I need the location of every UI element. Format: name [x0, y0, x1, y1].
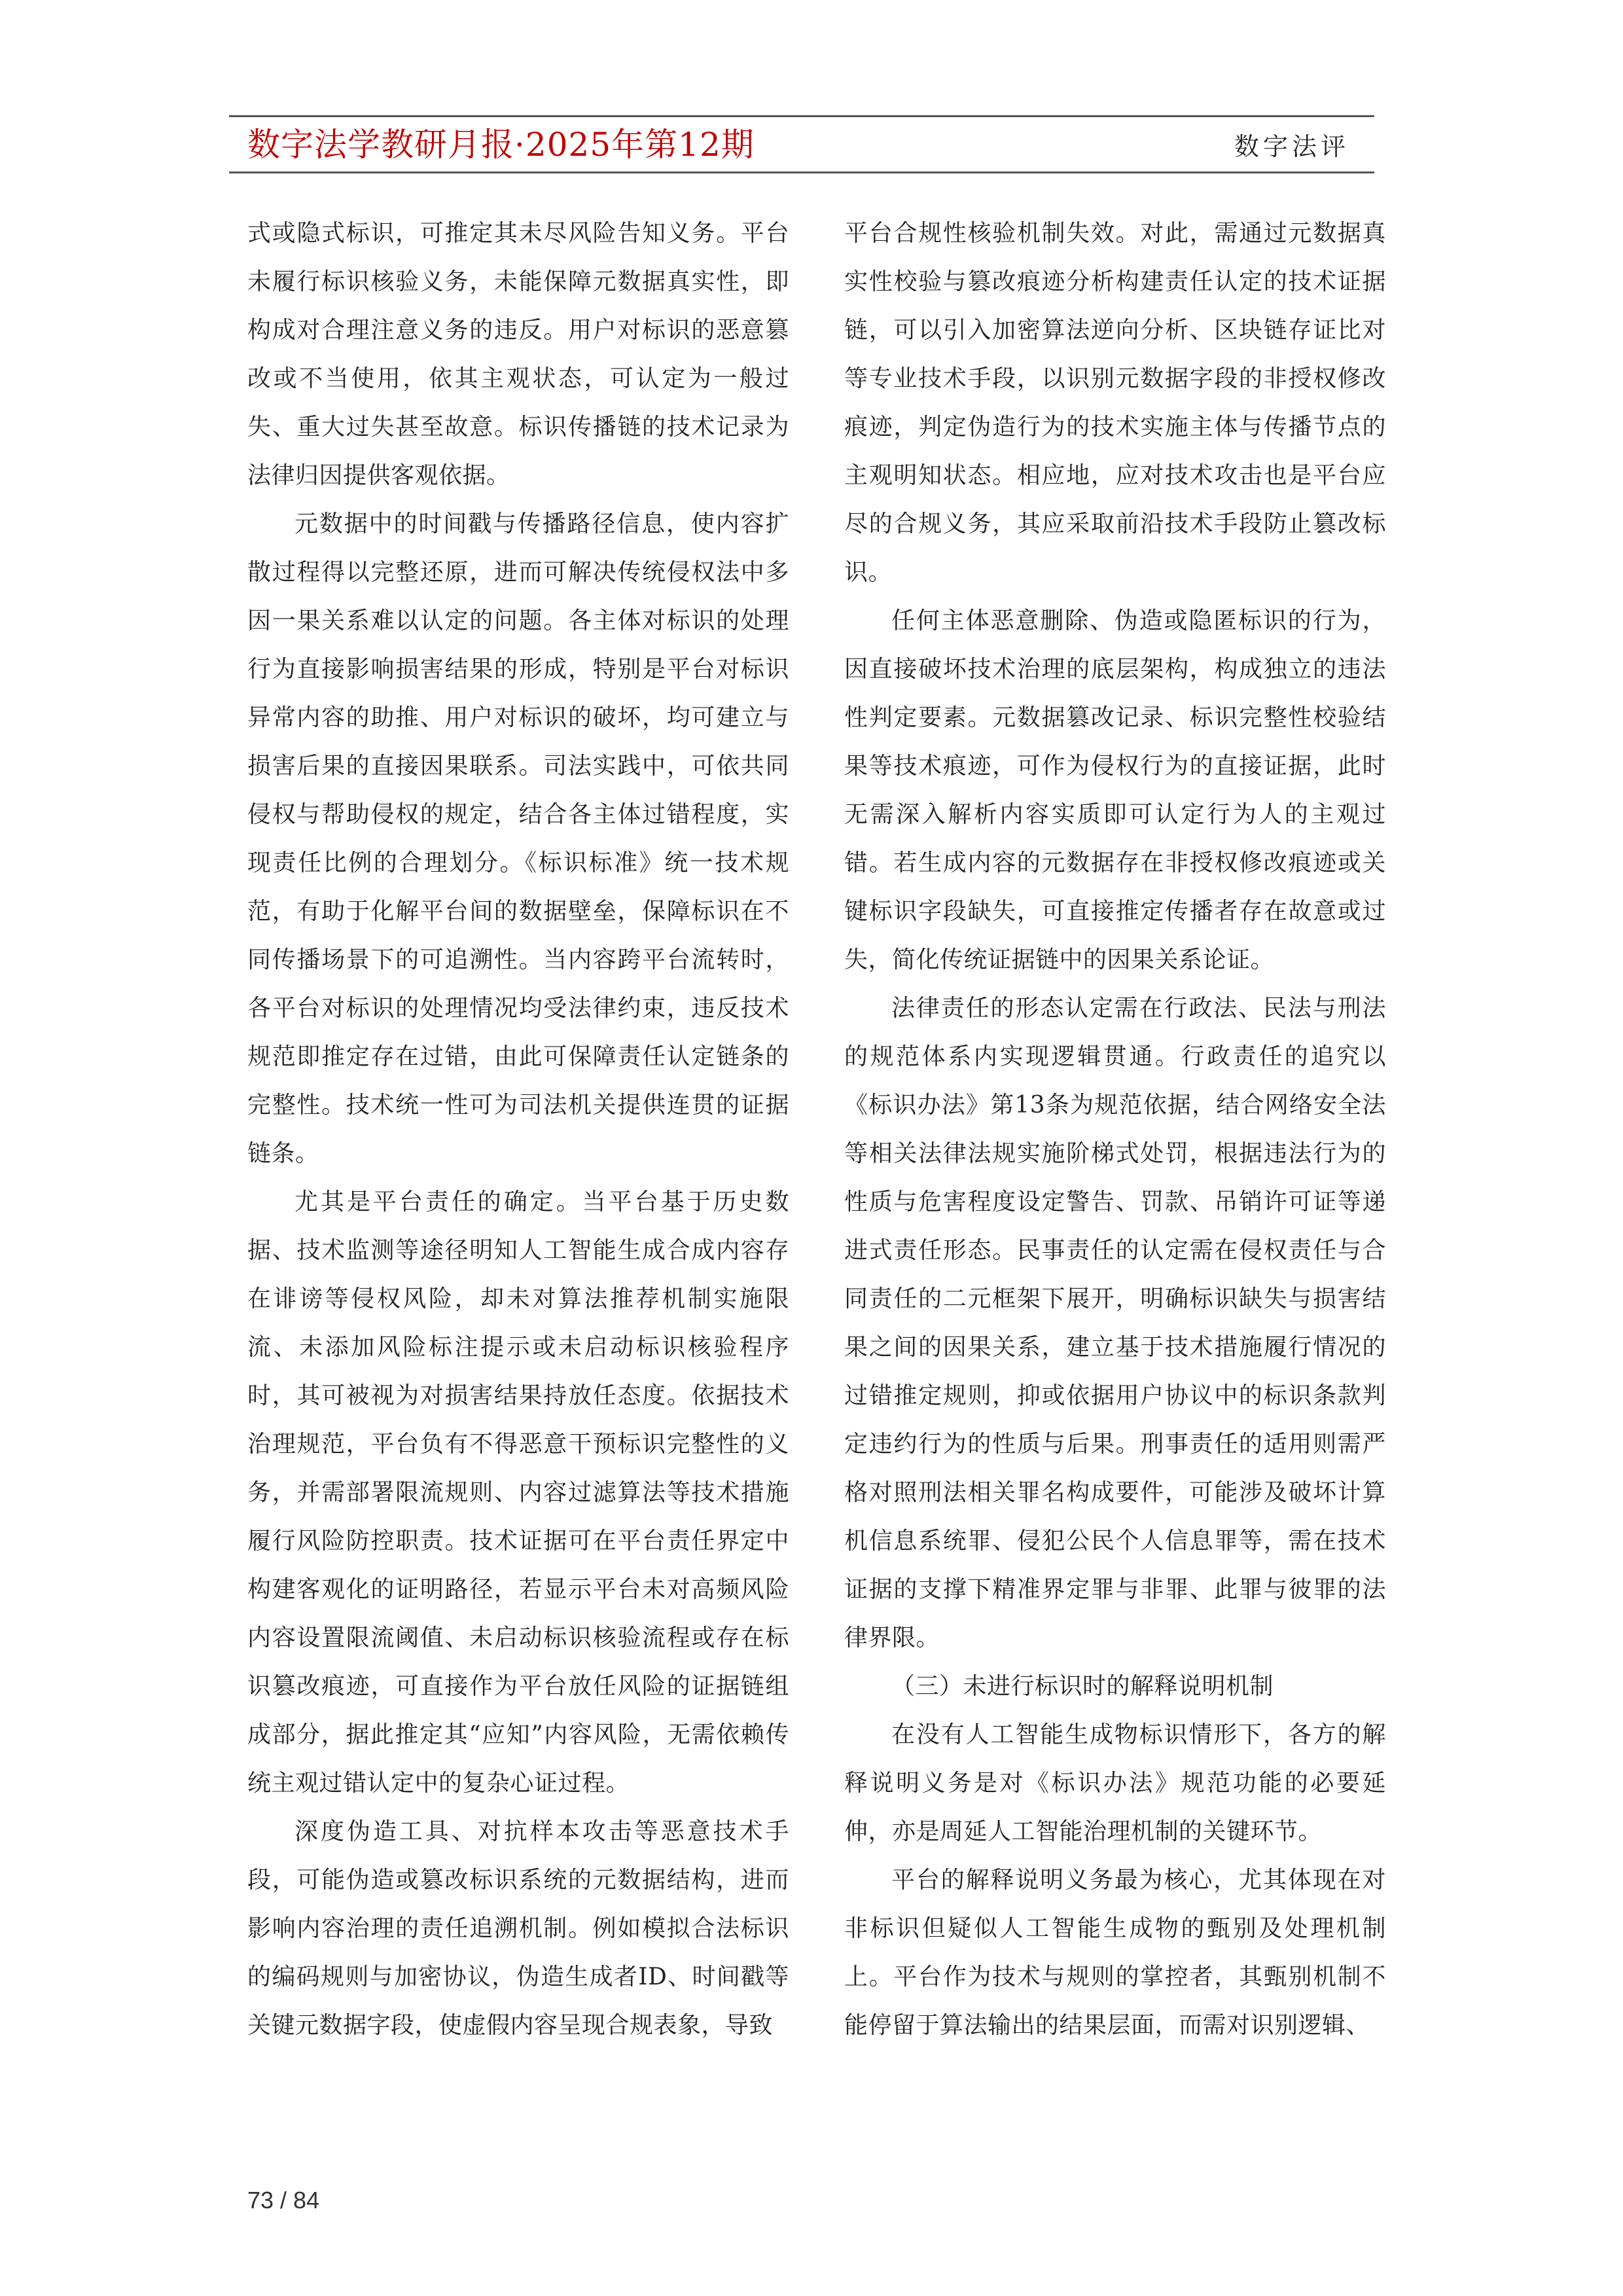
paragraph: 元数据中的时间戳与传播路径信息，使内容扩散过程得以完整还原，进而可解决传统侵权法中多因一果关系难以认定的问题。各主体对标识的处理行为直接影响损害结果的形成，特别是平台对标识异常内容的助推、用户对标识的破坏，均可建立与损害后果的直接因果联系。司法实践中，可依共同侵权与帮助侵权的规定，结合各主体过错程度，实现责任比例的合理划分。《标识标准》统一技术规范，有助于化解平台间的数据壁垒，保障标识在不同传播场景下的可追溯性。当内容跨平台流转时，各平台对标识的处理情况均受法律约束，违反技术规范即推定存在过错，由此可保障责任认定链条的完整性。技术统一性可为司法机关提供连贯的证据链条。: [247, 511, 789, 1167]
paragraph: 法律责任的形态认定需在行政法、民法与刑法的规范体系内实现逻辑贯通。行政责任的追究以《标识办法》第13条为规范依据，结合网络安全法等相关法律法规实施阶梯式处罚，根据违法行为的性质与危害程度设定警告、罚款、吊销许可证等递进式责任形态。民事责任的认定需在侵权责任与合同责任的二元框架下展开，明确标识缺失与损害结果之间的因果关系，建立基于技术措施履行情况的过错推定规则，抑或依据用户协议中的标识条款判定违约行为的性质与后果。刑事责任的适用则需严格对照刑法相关罪名构成要件，可能涉及破坏计算机信息系统罪、侵犯公民个人信息罪等，需在技术证据的支撑下精准界定罪与非罪、此罪与彼罪的法律界限。: [844, 995, 1386, 1651]
journal-title: 数字法学教研月报·2025年第12期: [247, 126, 755, 164]
paragraph: 尤其是平台责任的确定。当平台基于历史数据、技术监测等途径明知人工智能生成合成内容存在诽谤等侵权风险，却未对算法推荐机制实施限流、未添加风险标注提示或未启动标识核验程序时，其可被视为对损害结果持放任态度。依据技术治理规范，平台负有不得恶意干预标识完整性的义务，并需部署限流规则、内容过滤算法等技术措施履行风险防控职责。技术证据可在平台责任界定中构建客观化的证明路径，若显示平台未对高频风险内容设置限流阈值、未启动标识核验流程或存在标识篡改痕迹，可直接作为平台放任风险的证据链组成部分，据此推定其“应知”内容风险，无需依赖传统主观过错认定中的复杂心证过程。: [247, 1189, 789, 1797]
page-number: 73 / 84: [247, 2187, 320, 2214]
paragraph: 深度伪造工具、对抗样本攻击等恶意技术手段，可能伪造或篡改标识系统的元数据结构，进而影响内容治理的责任追溯机制。例如模拟合法标识的编码规则与加密协议，伪造生成者ID、时间戳等关键元数据字段，使虚假内容呈现合规表象，导致: [247, 1818, 789, 2039]
section-subheading: （三）未进行标识时的解释说明机制: [891, 1673, 1274, 1700]
header-bottom-rule: [229, 171, 1374, 173]
left-text-column: [247, 209, 789, 2121]
paragraph: 平台合规性核验机制失效。对此，需通过元数据真实性校验与篡改痕迹分析构建责任认定的技术证据链，可以引入加密算法逆向分析、区块链存证比对等专业技术手段，以识别元数据字段的非授权修改痕迹，判定伪造行为的技术实施主体与传播节点的主观明知状态。相应地，应对技术攻击也是平台应尽的合规义务，其应采取前沿技术手段防止篡改标识。: [844, 220, 1386, 586]
paragraph: 在没有人工智能生成物标识情形下，各方的解释说明义务是对《标识办法》规范功能的必要延伸，亦是周延人工智能治理机制的关键环节。: [844, 1721, 1386, 1845]
section-title: 数字法评: [1234, 132, 1349, 161]
paragraph: 任何主体恶意删除、伪造或隐匿标识的行为，因直接破坏技术治理的底层架构，构成独立的违法性判定要素。元数据篡改记录、标识完整性校验结果等技术痕迹，可作为侵权行为的直接证据，此时无需深入解析内容实质即可认定行为人的主观过错。若生成内容的元数据存在非授权修改痕迹或关键标识字段缺失，可直接推定传播者存在故意或过失，简化传统证据链中的因果关系论证。: [844, 607, 1386, 973]
paragraph: 式或隐式标识，可推定其未尽风险告知义务。平台未履行标识核验义务，未能保障元数据真实性，即构成对合理注意义务的违反。用户对标识的恶意篡改或不当使用，依其主观状态，可认定为一般过失、重大过失甚至故意。标识传播链的技术记录为法律归因提供客观依据。: [247, 220, 789, 489]
paragraph: 平台的解释说明义务最为核心，尤其体现在对非标识但疑似人工智能生成物的甄别及处理机制上。平台作为技术与规则的掌控者，其甄别机制不能停留于算法输出的结果层面，而需对识别逻辑、: [844, 1867, 1386, 2039]
header-top-rule: [229, 115, 1374, 117]
right-text-column: [844, 209, 1386, 2121]
